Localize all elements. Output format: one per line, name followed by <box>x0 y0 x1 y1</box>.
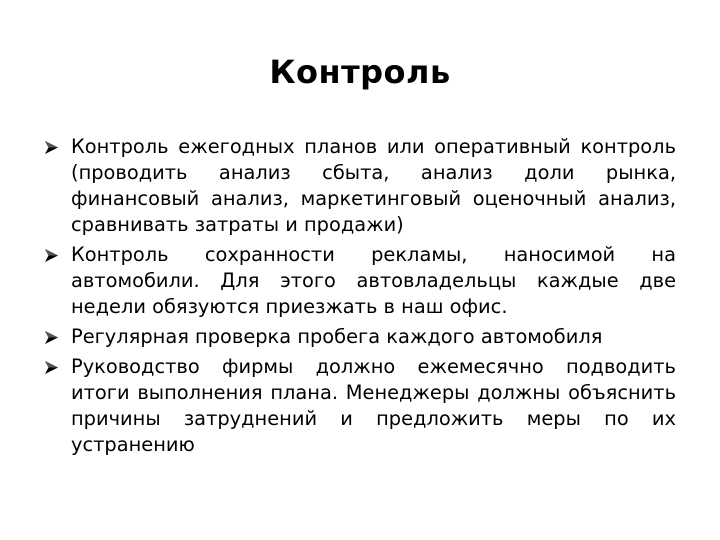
bullet-text: Контроль ежегодных планов или оперативный контроль (проводить анализ сбыта, анализ доли рынка, финансовый анализ, маркетинговый оценочный анализ, сравнивать затраты и продажи) <box>71 135 676 236</box>
bullet-text: Руководство фирмы должно ежемесячно подводить итоги выполнения плана. Менеджеры должны объяснить причины затруднений и предложить меры по их устранению <box>71 355 676 456</box>
bullet-text: Контроль сохранности рекламы, наносимой на автомобили. Для этого автовладельцы каждые две недели обязуются приезжать в наш офис. <box>71 243 676 318</box>
bullet-item <box>44 242 676 320</box>
arrow-bullet-icon <box>44 248 59 263</box>
arrow-bullet-icon <box>44 140 59 155</box>
bullet-list <box>44 134 676 462</box>
arrow-bullet-icon <box>44 330 59 345</box>
bullet-item <box>44 324 676 350</box>
bullet-item <box>44 134 676 238</box>
bullet-item <box>44 354 676 458</box>
arrow-bullet-icon <box>44 360 59 375</box>
slide-title: Контроль <box>269 53 451 91</box>
bullet-text: Регулярная проверка пробега каждого автомобиля <box>71 325 603 348</box>
